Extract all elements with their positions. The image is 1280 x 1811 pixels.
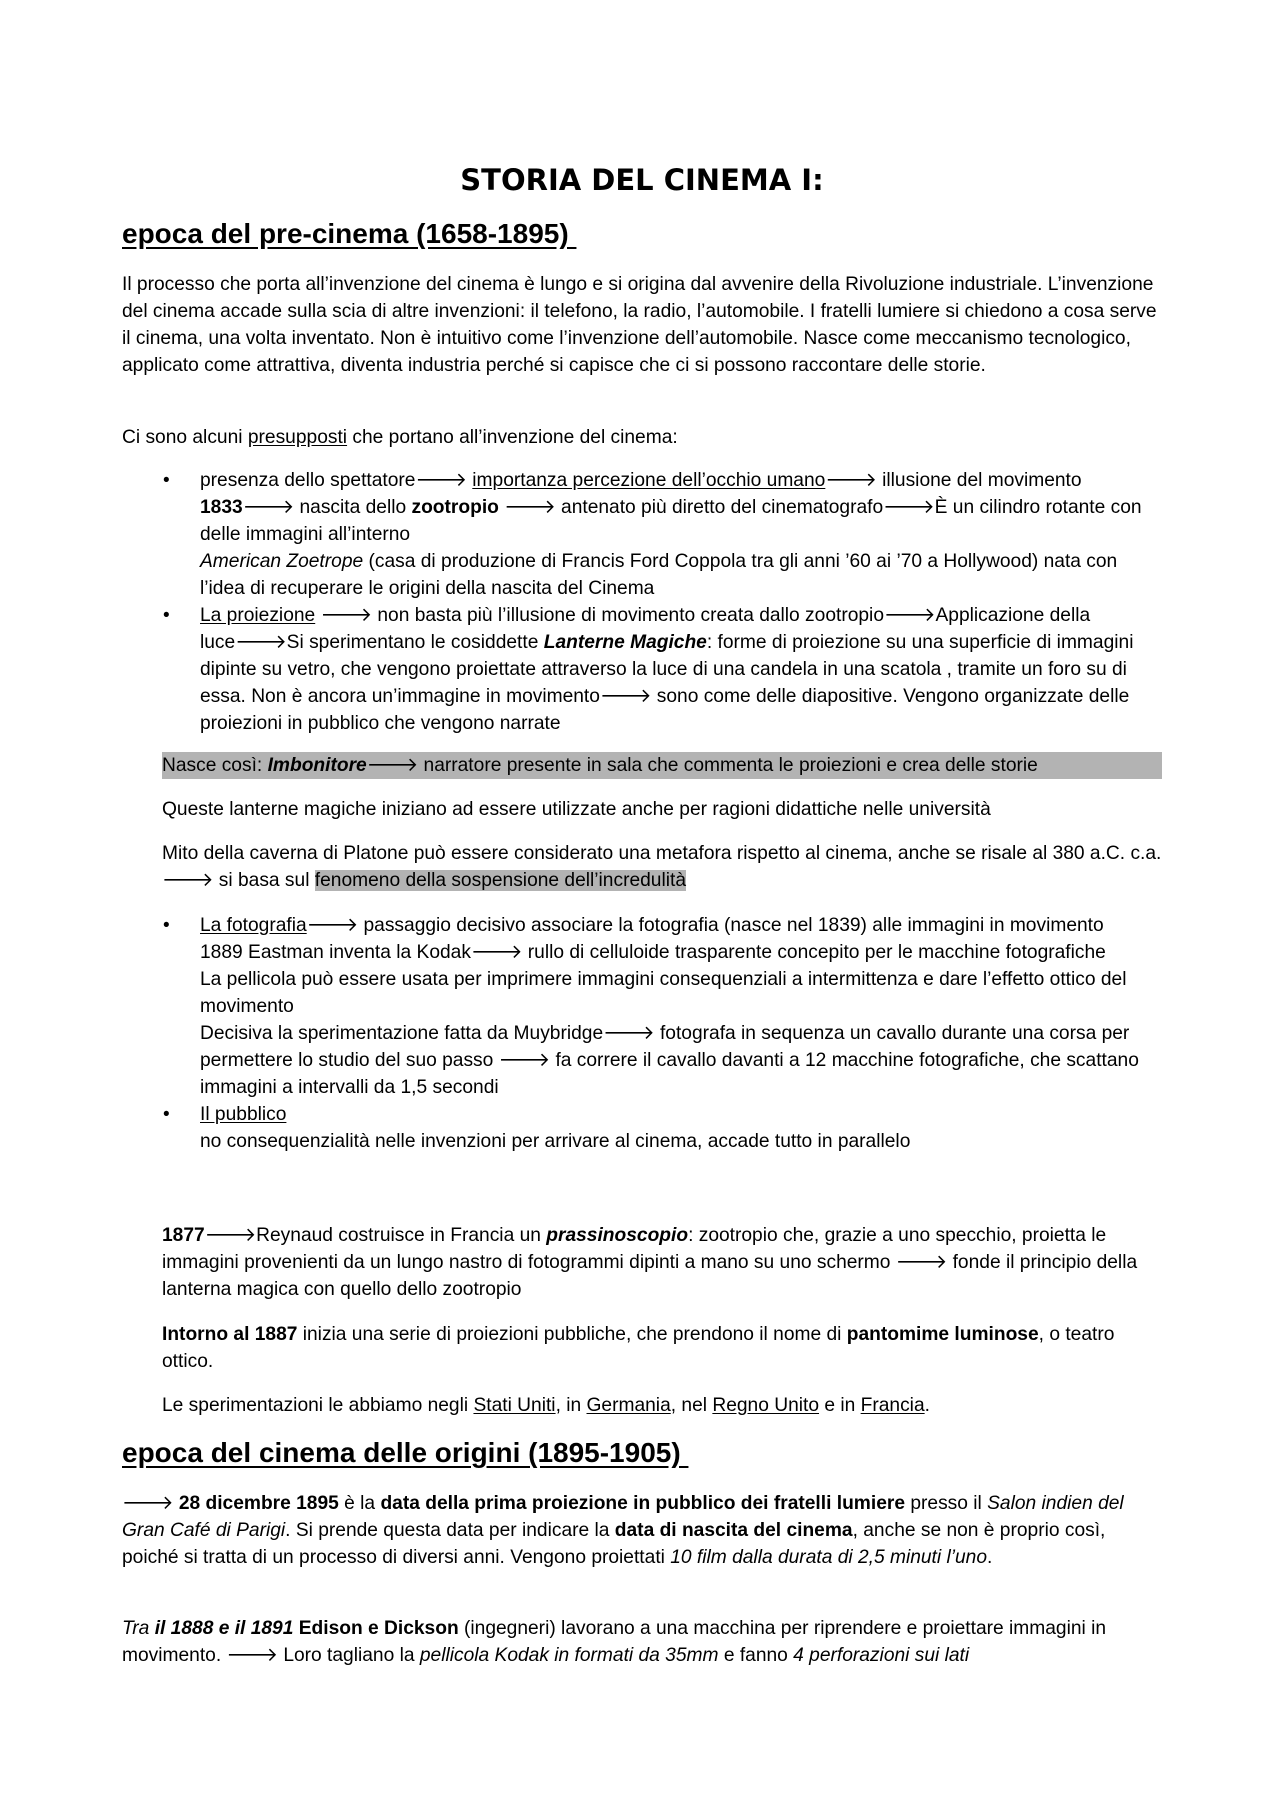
arrow-icon: 🡒 [470,942,523,963]
arrow-icon: 🡒 [204,1225,257,1246]
document-title: STORIA DEL CINEMA I: [460,163,824,197]
arrow-icon: 🡒 [504,497,556,518]
arrow-icon: 🡒 [825,470,877,491]
presupposti-paragraph: Ci sono alcuni presupposti che portano all’invenzione del cinema: [122,427,678,448]
list-item: • Il pubblico no consequenzialità nelle invenzioni per arrivare al cinema, accade tutto in parallelo [122,1101,1162,1155]
imbonitore-highlight: Nasce così: Imbonitore🡒 narratore presente in sala che commenta le proiezioni e crea delle storie [162,752,1162,779]
arrow-icon: 🡒 [599,686,652,707]
list-item: • La fotografia🡒 passaggio decisivo associare la fotografia (nasce nel 1839) alle immagini in movimento 1889 Eastman inventa la Kodak🡒 rullo di celluloide trasparente concepito per le macchine fotografiche La pellicola può essere usata per imprimere immagini consequenziali a intermittenza e dare l’effetto ottico del movimento Decisiva la sperimentazione fatta da Muybridge🡒 fotografa in sequenza un cavallo durante una corsa per permettere lo studio del suo passo 🡒 fa correre il cavallo davanti a 12 macchine fotografiche, che scattano immagini a intervalli da 1,5 secondi [122,912,1162,1101]
edison-paragraph: Tra il 1888 e il 1891 Edison e Dickson (ingegneri) lavorano a una macchina per riprendere e proiettare immagini in movimento. 🡒 Loro tagliano la pellicola Kodak in formati da 35mm e fanno 4 perforazioni sui lati [122,1618,1107,1666]
arrow-icon: 🡒 [603,1023,655,1044]
intorno-paragraph: Intorno al 1887 inizia una serie di proiezioni pubbliche, che prendono il nome di pantomime luminose, o teatro ottico. [162,1324,1115,1372]
arrow-icon: 🡒 [366,755,419,776]
arrow-icon: 🡒 [226,1645,278,1666]
section-heading-pre-cinema: epoca del pre-cinema (1658-1895) [122,218,577,249]
arrow-icon: 🡒 [242,497,295,518]
mito-paragraph: Mito della caverna di Platone può essere considerato una metafora rispetto al cinema, anche se risale al 380 a.C. c.a. 🡒 si basa sul fenomeno della sospensione dell’incredulità [162,843,1162,891]
arrow-icon: 🡒 [884,605,936,626]
presupposti-list [122,467,1162,737]
bullet-icon: • [163,470,170,491]
arrow-icon: 🡒 [235,632,287,653]
arrow-icon: 🡒 [320,605,373,626]
reynaud-paragraph: 1877🡒Reynaud costruisce in Francia un prassinoscopio: zootropio che, grazie a uno specchio, proietta le immagini provenienti da un lungo nastro di fotogrammi dipinti a mano su uno schermo 🡒 fonde il principio della lanterna magica con quello dello zootropio [162,1225,1138,1300]
section-heading-origini: epoca del cinema delle origini (1895-1905) [122,1437,689,1468]
arrow-icon: 🡒 [895,1252,948,1273]
arrow-icon: 🡒 [306,915,359,936]
arrow-icon: 🡒 [498,1050,551,1071]
bullet-icon: • [163,915,170,936]
arrow-icon: 🡒 [883,497,935,518]
lanterne-paragraph: Queste lanterne magiche iniziano ad essere utilizzate anche per ragioni didattiche nelle università [162,799,991,820]
sperimentazioni-paragraph: Le sperimentazioni le abbiamo negli Stati Uniti, in Germania, nel Regno Unito e in Francia. [162,1395,930,1416]
bullet-icon: • [163,1104,170,1125]
list-item: • presenza dello spettatore🡒 importanza percezione dell’occhio umano🡒 illusione del movimento 1833🡒 nascita dello zootropio 🡒 antenato più diretto del cinematografo🡒È un cilindro rotante con delle immagini all’interno American Zoetrope (casa di produzione di Francis Ford Coppola tra gli anni ’60 ai ’70 a Hollywood) nata con l’idea di recuperare le origini della nascita del Cinema [122,467,1162,602]
lumiere-paragraph: 🡒 28 dicembre 1895 è la data della prima proiezione in pubblico dei fratelli lumiere presso il Salon indien del Gran Café di Parigi. Si prende questa data per indicare la data di nascita del cinema, anche se non è proprio così, poiché si tratta di un processo di diversi anni. Vengono proiettati 10 film dalla durata di 2,5 minuti l’uno. [122,1493,1124,1568]
arrow-icon: 🡒 [122,1493,174,1514]
list-item: • La proiezione 🡒 non basta più l’illusione di movimento creata dallo zootropio🡒Applicazione della luce🡒Si sperimentano le cosiddette Lanterne Magiche: forme di proiezione su una superficie di immagini dipinte su vetro, che vengono proiettate attraverso la luce di una candela in una scatola , tramite un foro su di essa. Non è ancora un’immagine in movimento🡒 sono come delle diapositive. Vengono organizzate delle proiezioni in pubblico che vengono narrate [122,602,1162,737]
fotografia-list [122,912,1162,1155]
arrow-icon: 🡒 [162,870,214,891]
arrow-icon: 🡒 [415,470,467,491]
intro-paragraph: Il processo che porta all’invenzione del cinema è lungo e si origina dal avvenire della Rivoluzione industriale. L’invenzione del cinema accade sulla scia di altre invenzioni: il telefono, la radio, l’automobile. I fratelli lumiere si chiedono a cosa serve il cinema, una volta inventato. Non è intuitivo come l’invenzione dell’automobile. Nasce come meccanismo tecnologico, applicato come attrattiva, diventa industria perché si capisce che ci si possono raccontare delle storie. [122,274,1157,376]
bullet-icon: • [163,605,170,626]
